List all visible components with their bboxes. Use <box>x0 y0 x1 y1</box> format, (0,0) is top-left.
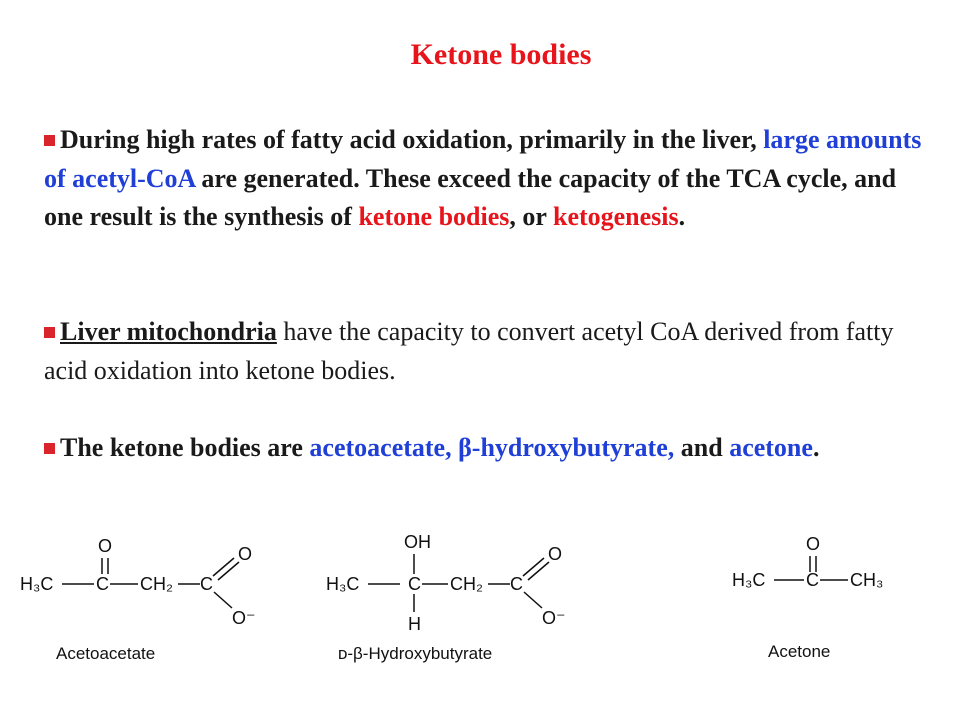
p1-highlight-acetyl-coa: large amounts of acetyl-CoA <box>44 125 922 193</box>
bullet-square-icon <box>44 135 55 146</box>
slide-title: Ketone bodies <box>410 38 592 71</box>
p2-text: have the capacity to convert acetyl CoA derived from fatty acid oxidation into ketone bodies. <box>44 317 894 385</box>
acetoacetate-structure <box>10 520 300 640</box>
p2-underlined-liver-mitochondria: Liver mitochondria <box>60 317 277 346</box>
hydroxybutyrate-atom-o2: O <box>548 544 563 564</box>
acetoacetate-atom-ch2: CH₂ <box>140 574 173 594</box>
p1-text-1: During high rates of fatty acid oxidation, primarily in the liver, <box>60 125 764 154</box>
acetoacetate-atom-o2: O <box>238 544 253 564</box>
p1-text-3: , or <box>509 202 553 231</box>
acetoacetate-atom-o: O <box>98 536 113 556</box>
p1-text-4: . <box>678 202 686 231</box>
p1-text-2: are generated. These exceed the capacity of the TCA cycle, and one result is the synthesis of <box>44 163 897 231</box>
acetone-atom-c: C <box>806 570 819 590</box>
acetone-atom-ch3: CH₃ <box>850 570 884 590</box>
p1-highlight-ketogenesis: ketogenesis <box>552 202 679 231</box>
acetoacetate-atom-c2: C <box>200 574 213 594</box>
acetoacetate-atom-o-minus: O⁻ <box>232 608 256 628</box>
hydroxybutyrate-atom-o-minus: O⁻ <box>542 608 566 628</box>
hydroxybutyrate-atom-c: C <box>408 574 421 594</box>
hydroxybutyrate-atom-h: H <box>408 614 421 634</box>
p3-highlight-acetone: acetone <box>729 433 813 462</box>
p3-text-1: The ketone bodies are <box>60 433 310 462</box>
acetone-structure <box>726 520 926 620</box>
p3-highlight-names: acetoacetate, β-hydroxybutyrate, <box>309 433 675 462</box>
caption-hydroxybutyrate: ᴅ-β-Hydroxybutyrate <box>338 644 493 663</box>
caption-acetoacetate: Acetoacetate <box>56 644 156 663</box>
acetoacetate-atom-h3c: H₃C <box>20 574 54 594</box>
acetone-atom-o: O <box>806 534 821 554</box>
caption-acetone: Acetone <box>768 642 831 661</box>
bullet-square-icon <box>44 443 55 454</box>
p3-text-2: and <box>674 433 730 462</box>
paragraph-liver-mitochondria <box>44 313 924 390</box>
hydroxybutyrate-structure <box>320 520 610 640</box>
acetoacetate-atom-c: C <box>96 574 109 594</box>
paragraph-ketone-bodies-list <box>44 429 924 468</box>
hydroxybutyrate-atom-oh: OH <box>404 532 431 552</box>
bullet-square-icon <box>44 327 55 338</box>
hydroxybutyrate-atom-c2: C <box>510 574 523 594</box>
acetone-atom-h3c: H₃C <box>732 570 766 590</box>
p1-highlight-ketone-bodies: ketone bodies <box>358 202 510 231</box>
hydroxybutyrate-atom-h3c: H₃C <box>326 574 360 594</box>
hydroxybutyrate-atom-ch2: CH₂ <box>450 574 483 594</box>
p3-text-3: . <box>812 433 820 462</box>
chemical-structures <box>0 520 960 720</box>
paragraph-fatty-acid-oxidation <box>44 121 924 237</box>
